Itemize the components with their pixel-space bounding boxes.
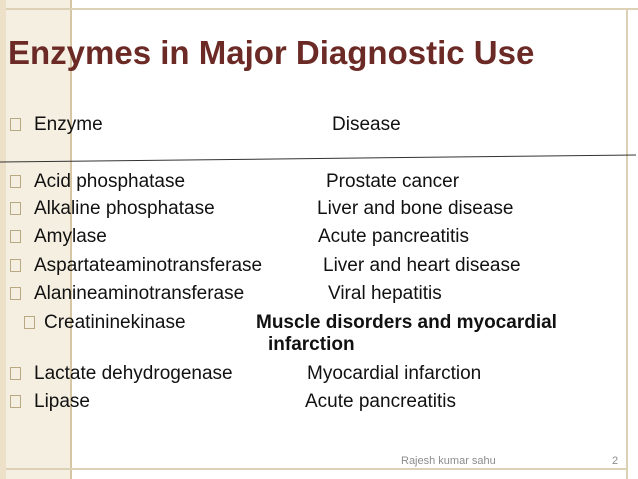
bullet-icon	[10, 230, 21, 243]
enzyme-name: Aspartateaminotransferase	[34, 255, 263, 276]
bullet-icon	[10, 259, 21, 272]
page-number: 2	[612, 455, 619, 467]
footer-author: Rajesh kumar sahu	[401, 455, 496, 467]
bullet-icon	[10, 367, 21, 380]
bullet-icon	[10, 202, 21, 215]
enzyme-name: Lactate dehydrogenase	[34, 363, 233, 384]
list-item	[10, 254, 630, 280]
list-item	[10, 390, 630, 416]
list-item	[10, 282, 630, 308]
disease-name: Prostate cancer	[326, 171, 460, 192]
enzyme-name: Alkaline phosphatase	[34, 198, 215, 219]
bullet-icon	[24, 316, 35, 329]
disease-name: Liver and bone disease	[317, 198, 514, 219]
disease-column-header: Disease	[332, 114, 401, 135]
disease-name: Acute pancreatitis	[305, 391, 457, 412]
enzyme-name: Alanineaminotransferase	[34, 283, 245, 304]
slide-title: Enzymes in Major Diagnostic Use	[8, 34, 535, 71]
bullet-icon	[10, 395, 21, 408]
list-item	[10, 197, 630, 223]
enzyme-name: Acid phosphatase	[34, 171, 186, 192]
bullet-icon	[10, 287, 21, 300]
list-item	[10, 225, 630, 251]
enzyme-name: Creatininekinase	[44, 312, 186, 333]
disease-name: Liver and heart disease	[323, 255, 521, 276]
enzyme-name: Amylase	[34, 226, 107, 247]
list-item	[24, 311, 630, 361]
enzyme-name: Lipase	[34, 391, 90, 412]
list-item	[10, 362, 630, 388]
bullet-icon	[10, 175, 21, 188]
disease-name-continued: infarction	[268, 334, 355, 355]
disease-name: Muscle disorders and myocardial	[256, 312, 557, 333]
enzyme-column-header: Enzyme	[34, 114, 103, 135]
disease-name: Myocardial infarction	[307, 363, 482, 384]
disease-name: Viral hepatitis	[328, 283, 442, 304]
disease-name: Acute pancreatitis	[318, 226, 470, 247]
list-item	[10, 170, 630, 196]
